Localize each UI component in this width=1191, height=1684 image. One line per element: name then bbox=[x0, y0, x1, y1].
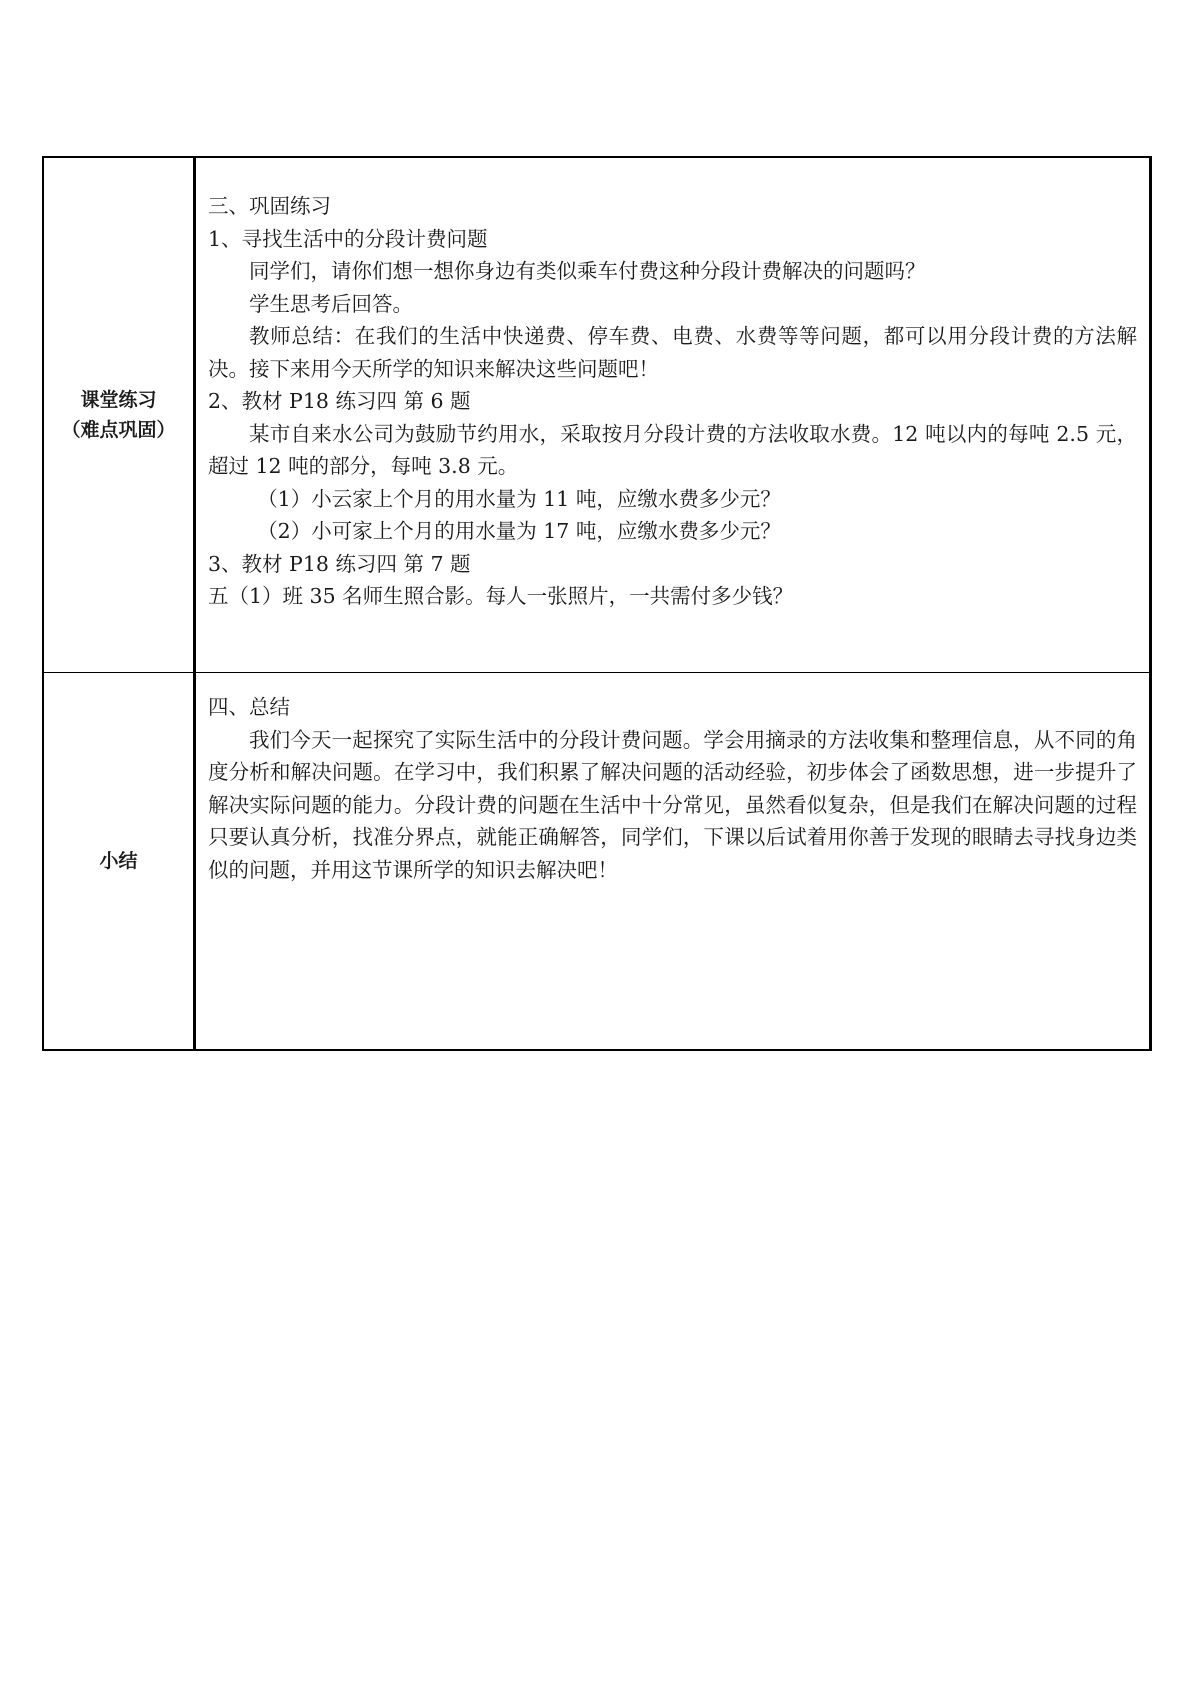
item1-teacher-summary: 教师总结：在我们的生活中快递费、停车费、电费、水费等等问题，都可以用分段计费的方法解决。接下来用今天所学的知识来解决这些问题吧！ bbox=[208, 324, 1137, 381]
summary-row bbox=[43, 673, 1151, 1051]
practice-content-cell bbox=[195, 157, 1151, 673]
practice-label-cell bbox=[43, 157, 195, 673]
summary-section-title: 四、总结 bbox=[208, 695, 290, 719]
item3-problem: 五（1）班 35 名师生照合影。每人一张照片，一共需付多少钱？ bbox=[208, 584, 794, 608]
summary-label: 小结 bbox=[99, 850, 138, 872]
item3-title: 3、教材 P18 练习四 第 7 题 bbox=[208, 551, 471, 576]
practice-section-title: 三、巩固练习 bbox=[208, 194, 331, 218]
item2-question-1: （1）小云家上个月的用水量为 11 吨，应缴水费多少元？ bbox=[257, 486, 781, 511]
item1-title: 1、寻找生活中的分段计费问题 bbox=[208, 226, 488, 251]
item2-question-2: （2）小可家上个月的用水量为 17 吨，应缴水费多少元？ bbox=[257, 519, 781, 543]
practice-label: 课堂练习 bbox=[80, 389, 157, 411]
item2-problem: 某市自来水公司为鼓励节约用水，采取按月分段计费的方法收取水费。12 吨以内的每吨 2.5 元，超过 12 吨的部分，每吨 3.8 元。 bbox=[208, 421, 1137, 478]
summary-body: 我们今天一起探究了实际生活中的分段计费问题。学会用摘录的方法收集和整理信息，从不同的角度分析和解决问题。在学习中，我们积累了解决问题的活动经验，初步体会了函数思想，进一步提升了解决实际问题的能力。分段计费的问题在生活中十分常见，虽然看似复杂，但是我们在解决问题的过程只要认真分析，找准分界点，就能正确解答，同学们，下课以后试着用你善于发现的眼睛去寻找身边类似的问题，并用这节课所学的知识去解决吧！ bbox=[208, 727, 1137, 882]
item1-question: 同学们，请你们想一想你身边有类似乘车付费这种分段计费解决的问题吗？ bbox=[249, 259, 926, 283]
lesson-plan-table bbox=[42, 156, 1152, 1051]
practice-row bbox=[43, 157, 1151, 673]
summary-label-cell bbox=[43, 673, 195, 1051]
practice-sublabel: （难点巩固） bbox=[61, 419, 176, 441]
summary-content-cell bbox=[195, 673, 1151, 1051]
item2-title: 2、教材 P18 练习四 第 6 题 bbox=[208, 389, 471, 413]
item1-answer: 学生思考后回答。 bbox=[249, 291, 413, 316]
